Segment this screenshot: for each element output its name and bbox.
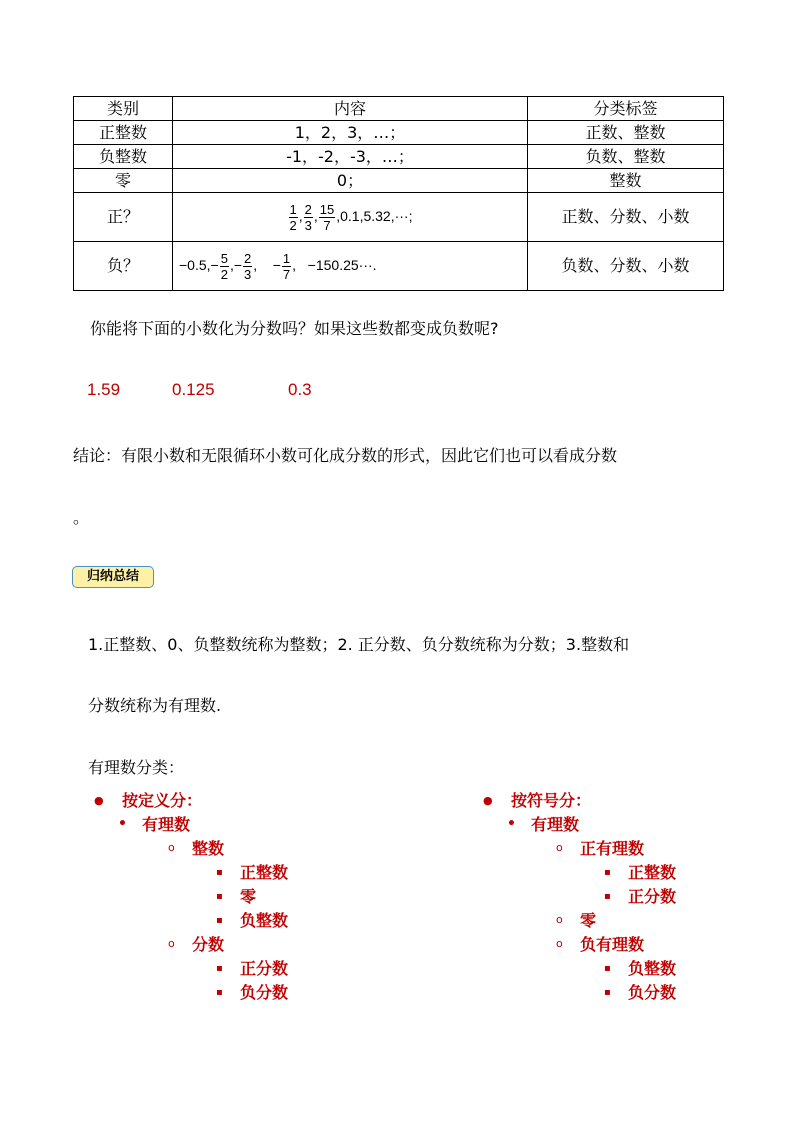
classification-title: 有理数分类： bbox=[88, 758, 185, 777]
comma: , bbox=[292, 256, 308, 273]
fraction bbox=[289, 202, 298, 233]
cell-content: 0； bbox=[173, 169, 528, 193]
decimal-lead: −0.5,− bbox=[179, 256, 219, 273]
tree-leaf: ▪ 正整数 bbox=[628, 863, 676, 883]
tree-integer: o 整数 bbox=[192, 839, 224, 859]
tree-leaf: ▪ 负整数 bbox=[240, 911, 288, 931]
decimal-2: 0.125 bbox=[172, 380, 215, 399]
decimal-tail: −150.25···. bbox=[307, 256, 377, 273]
tree-negative: o 负有理数 bbox=[580, 935, 644, 955]
tree-root: ● 按定义分： bbox=[122, 791, 202, 811]
question-text: 你能将下面的小数化为分数吗？如果这些数都变成负数呢? bbox=[90, 319, 499, 338]
tree-leaf: ▪ 正分数 bbox=[628, 887, 676, 907]
tree-leaf: ▪ 正整数 bbox=[240, 863, 288, 883]
tree-level1: • 有理数 bbox=[142, 815, 190, 835]
cell-content: -1，-2，-3，…； bbox=[173, 145, 528, 169]
header-tags: 分类标签 bbox=[528, 97, 724, 121]
cell-tags: 正数、整数 bbox=[528, 121, 724, 145]
summary-line-1: 1.正整数、0、负整数统称为整数；2. 正分数、负分数统称为分数；3.整数和 bbox=[88, 635, 630, 654]
cell-content bbox=[173, 193, 528, 242]
tree-leaf: ▪ 负分数 bbox=[628, 983, 676, 1003]
cell-tags: 负数、整数 bbox=[528, 145, 724, 169]
fraction bbox=[243, 251, 252, 282]
table-row bbox=[74, 145, 724, 169]
cell-content bbox=[173, 242, 528, 291]
tree-leaf: ▪ 零 bbox=[240, 887, 256, 907]
comma: , bbox=[313, 207, 318, 224]
cell-category: 零 bbox=[74, 169, 173, 193]
table-row bbox=[74, 121, 724, 145]
tree-root: ● 按符号分： bbox=[511, 791, 591, 811]
denominator: 7 bbox=[282, 266, 291, 282]
fraction bbox=[304, 202, 313, 233]
numerator: 15 bbox=[319, 201, 335, 217]
fraction bbox=[319, 202, 335, 233]
comma: ,− bbox=[229, 256, 243, 273]
table-row bbox=[74, 169, 724, 193]
table-header-row bbox=[74, 97, 724, 121]
cell-content: 1，2，3，…； bbox=[173, 121, 528, 145]
header-content: 内容 bbox=[173, 97, 528, 121]
decimal-tail: ,0.1,5.32,···; bbox=[336, 207, 413, 224]
tree-leaf: ▪ 正分数 bbox=[240, 959, 288, 979]
classification-table bbox=[73, 96, 724, 291]
tree-zero: o 零 bbox=[580, 911, 596, 931]
numerator: 1 bbox=[289, 201, 297, 217]
cell-tags: 整数 bbox=[528, 169, 724, 193]
tree-fraction: o 分数 bbox=[192, 935, 224, 955]
denominator: 7 bbox=[323, 217, 331, 233]
table-row bbox=[74, 242, 724, 291]
positive-examples bbox=[288, 201, 413, 233]
cell-category: 正？ bbox=[74, 193, 173, 242]
summary-line-2: 分数统称为有理数. bbox=[88, 696, 222, 715]
cell-tags: 正数、分数、小数 bbox=[528, 193, 724, 242]
denominator: 2 bbox=[289, 217, 297, 233]
numerator: 5 bbox=[220, 250, 228, 266]
negative-examples bbox=[179, 250, 377, 282]
decimal-3: 0.3 bbox=[288, 380, 312, 399]
fraction bbox=[220, 251, 229, 282]
cell-tags: 负数、分数、小数 bbox=[528, 242, 724, 291]
numerator: 1 bbox=[282, 250, 291, 266]
fraction bbox=[282, 251, 291, 282]
cell-category: 正整数 bbox=[74, 121, 173, 145]
denominator: 2 bbox=[220, 266, 228, 282]
numerator: 2 bbox=[244, 250, 252, 266]
tree-leaf: ▪ 负分数 bbox=[240, 983, 288, 1003]
decimal-1: 1.59 bbox=[87, 380, 121, 399]
numerator: 2 bbox=[304, 201, 312, 217]
comma: , bbox=[298, 207, 303, 224]
header-category: 类别 bbox=[74, 97, 173, 121]
denominator: 3 bbox=[244, 266, 252, 282]
tree-positive: o 正有理数 bbox=[580, 839, 644, 859]
cell-category: 负整数 bbox=[74, 145, 173, 169]
cell-category: 负？ bbox=[74, 242, 173, 291]
conclusion-line-1: 结论：有限小数和无限循环小数可化成分数的形式，因此它们也可以看成分数 bbox=[73, 446, 618, 465]
tree-level1: • 有理数 bbox=[531, 815, 579, 835]
tree-leaf: ▪ 负整数 bbox=[628, 959, 676, 979]
summary-badge: 归纳总结 bbox=[72, 566, 154, 588]
conclusion-line-2: 。 bbox=[73, 508, 90, 527]
table-row bbox=[74, 193, 724, 242]
comma: , − bbox=[253, 256, 281, 273]
denominator: 3 bbox=[304, 217, 312, 233]
